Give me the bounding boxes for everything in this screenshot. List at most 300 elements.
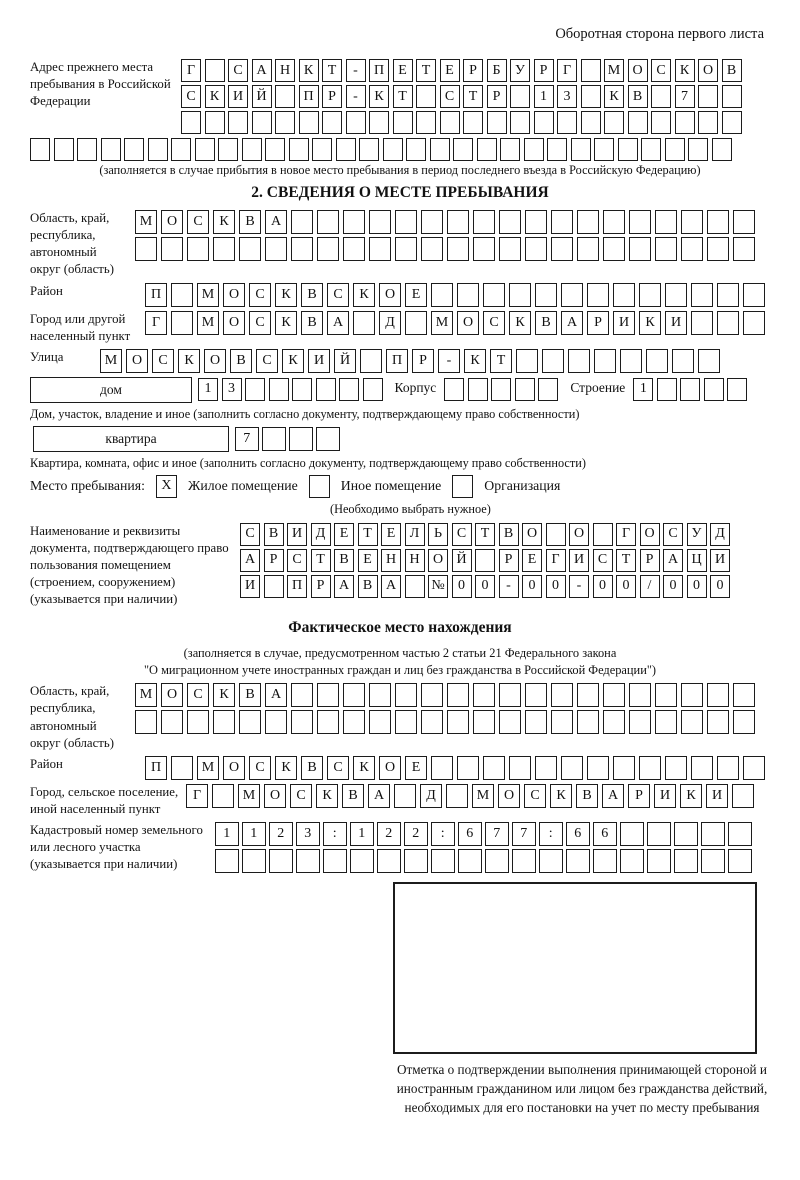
char-box	[603, 710, 625, 734]
char-box	[733, 710, 755, 734]
char-box: В	[535, 311, 557, 335]
char-box: Н	[275, 59, 295, 82]
char-box	[289, 138, 309, 161]
actual-district-block	[30, 756, 770, 780]
char-box: Т	[322, 59, 342, 82]
char-box: -	[569, 575, 589, 598]
char-box	[181, 111, 201, 134]
char-box	[316, 378, 336, 401]
char-box	[657, 378, 677, 401]
cadastre-row-1	[215, 822, 752, 846]
region-label: Область, край, республика, автономный округ (область)	[30, 211, 114, 277]
char-box	[629, 710, 651, 734]
char-box	[538, 378, 558, 401]
char-box: 7	[512, 822, 536, 846]
char-box	[603, 237, 625, 261]
char-box: О	[379, 756, 401, 780]
char-box	[701, 822, 725, 846]
char-box: Й	[452, 549, 472, 572]
region-row-2	[135, 237, 755, 261]
char-box	[213, 237, 235, 261]
char-box: В	[576, 784, 598, 808]
char-box	[547, 138, 567, 161]
char-box	[525, 710, 547, 734]
char-box	[561, 756, 583, 780]
char-box	[264, 575, 284, 598]
char-box	[701, 849, 725, 873]
confirmation-stamp-box	[393, 882, 757, 1054]
char-box	[717, 283, 739, 307]
char-box	[594, 349, 616, 373]
char-box	[431, 849, 455, 873]
char-box	[733, 683, 755, 707]
char-box: О	[379, 283, 401, 307]
stay-type-row	[30, 475, 770, 498]
char-box	[350, 849, 374, 873]
char-box: К	[550, 784, 572, 808]
char-box	[135, 710, 157, 734]
char-box: :	[539, 822, 563, 846]
char-box	[593, 523, 613, 546]
char-box	[542, 349, 564, 373]
char-box: О	[498, 784, 520, 808]
actual-region-block	[30, 683, 770, 752]
stroenie-cells	[633, 378, 747, 401]
char-box: 6	[566, 822, 590, 846]
char-box	[655, 237, 677, 261]
char-box	[363, 378, 383, 401]
city-row	[145, 311, 765, 335]
prev-address-row-1	[181, 59, 742, 82]
char-box	[212, 784, 234, 808]
char-box	[299, 111, 319, 134]
prev-address-label: Адрес прежнего места пребывания в Российской Федерации	[30, 60, 171, 109]
char-box: Г	[186, 784, 208, 808]
char-box: С	[327, 283, 349, 307]
char-box	[620, 849, 644, 873]
stay-option-other-label: Иное помещение	[340, 478, 442, 494]
char-box	[416, 111, 436, 134]
char-box	[343, 210, 365, 234]
char-box	[395, 237, 417, 261]
char-box: О	[223, 311, 245, 335]
char-box	[516, 349, 538, 373]
char-box: А	[602, 784, 624, 808]
char-box: 7	[235, 427, 259, 451]
char-box	[743, 311, 765, 335]
char-box	[353, 311, 375, 335]
char-box	[205, 111, 225, 134]
char-box	[171, 756, 193, 780]
char-box: К	[205, 85, 225, 108]
house-note: Дом, участок, владение и иное (заполнить согласно документу, подтверждающему право собственности)	[30, 406, 580, 421]
char-box	[688, 138, 708, 161]
char-box	[239, 710, 261, 734]
char-box: Т	[416, 59, 436, 82]
char-box	[161, 237, 183, 261]
char-box: С	[290, 784, 312, 808]
char-box: Р	[311, 575, 331, 598]
char-box	[651, 111, 671, 134]
char-box	[395, 710, 417, 734]
char-box	[395, 210, 417, 234]
char-box: 1	[534, 85, 554, 108]
char-box: А	[663, 549, 683, 572]
char-box	[675, 111, 695, 134]
char-box	[265, 710, 287, 734]
char-box	[577, 710, 599, 734]
char-box	[566, 849, 590, 873]
char-box	[359, 138, 379, 161]
char-box: Г	[557, 59, 577, 82]
char-box	[453, 138, 473, 161]
char-box	[343, 237, 365, 261]
char-box	[551, 237, 573, 261]
char-box	[535, 756, 557, 780]
char-box	[483, 756, 505, 780]
char-box	[665, 756, 687, 780]
document-label: Наименование и реквизиты документа, подтверждающего право пользования помещением (строением, сооружением) (указывается при наличии)	[30, 523, 229, 607]
char-box: Е	[358, 549, 378, 572]
char-box	[473, 237, 495, 261]
char-box	[491, 378, 511, 401]
char-box: И	[240, 575, 260, 598]
char-box: Е	[393, 59, 413, 82]
char-box	[568, 349, 590, 373]
char-box: 1	[215, 822, 239, 846]
korpus-cells	[444, 378, 558, 401]
char-box	[707, 210, 729, 234]
char-box: -	[346, 85, 366, 108]
char-box: 0	[522, 575, 542, 598]
char-box	[416, 85, 436, 108]
house-box-label: дом	[30, 377, 192, 403]
char-box	[546, 523, 566, 546]
house-number-cells	[198, 378, 383, 401]
char-box	[339, 378, 359, 401]
char-box	[406, 138, 426, 161]
apartment-box-label: квартира	[33, 426, 229, 452]
char-box	[665, 138, 685, 161]
char-box: У	[510, 59, 530, 82]
char-box	[647, 822, 671, 846]
stay-type-note: (Необходимо выбрать нужное)	[330, 501, 491, 516]
char-box: А	[334, 575, 354, 598]
char-box	[405, 311, 427, 335]
char-box	[291, 237, 313, 261]
char-box: О	[161, 683, 183, 707]
char-box: 6	[593, 822, 617, 846]
char-box	[239, 237, 261, 261]
char-box: К	[680, 784, 702, 808]
char-box	[691, 311, 713, 335]
checkbox-residential[interactable]: X	[156, 475, 177, 498]
char-box	[499, 710, 521, 734]
char-box	[30, 138, 50, 161]
char-box	[733, 210, 755, 234]
char-box	[292, 378, 312, 401]
char-box	[707, 683, 729, 707]
char-box: Е	[405, 283, 427, 307]
char-box	[647, 849, 671, 873]
char-box	[620, 349, 642, 373]
char-box	[447, 683, 469, 707]
char-box: Т	[393, 85, 413, 108]
page-side-label: Оборотная сторона первого листа	[555, 26, 764, 42]
char-box: С	[452, 523, 472, 546]
prev-address-row-4	[30, 138, 770, 161]
char-box	[603, 683, 625, 707]
char-box: М	[431, 311, 453, 335]
actual-region-label: Область, край, республика, автономный округ (область)	[30, 684, 114, 750]
char-box	[691, 756, 713, 780]
char-box	[593, 849, 617, 873]
char-box: Д	[379, 311, 401, 335]
char-box	[205, 59, 225, 82]
char-box: Ц	[687, 549, 707, 572]
char-box: Р	[322, 85, 342, 108]
char-box: К	[464, 349, 486, 373]
char-box: Р	[487, 85, 507, 108]
char-box: В	[239, 210, 261, 234]
char-box	[228, 111, 248, 134]
char-box: М	[604, 59, 624, 82]
char-box: 1	[242, 822, 266, 846]
char-box	[743, 283, 765, 307]
char-box: О	[428, 549, 448, 572]
char-box	[383, 138, 403, 161]
char-box	[265, 138, 285, 161]
actual-location-title: Фактическое место нахождения	[288, 618, 512, 636]
char-box: О	[126, 349, 148, 373]
char-box: К	[604, 85, 624, 108]
cadastre-row-2	[215, 849, 752, 873]
city-block	[30, 311, 770, 345]
char-box	[473, 210, 495, 234]
char-box: /	[640, 575, 660, 598]
char-box	[681, 710, 703, 734]
char-box	[485, 849, 509, 873]
actual-city-block	[30, 784, 770, 818]
char-box: В	[342, 784, 364, 808]
char-box: К	[299, 59, 319, 82]
char-box	[557, 111, 577, 134]
char-box: :	[431, 822, 455, 846]
char-box: А	[561, 311, 583, 335]
char-box	[698, 349, 720, 373]
char-box	[171, 283, 193, 307]
char-box	[447, 710, 469, 734]
char-box: У	[687, 523, 707, 546]
char-box: С	[181, 85, 201, 108]
char-box	[509, 756, 531, 780]
char-box	[655, 210, 677, 234]
char-box	[483, 283, 505, 307]
char-box: В	[239, 683, 261, 707]
char-box: О	[204, 349, 226, 373]
char-box: М	[197, 756, 219, 780]
char-box: М	[472, 784, 494, 808]
apartment-note: Квартира, комната, офис и иное (заполнить согласно документу, подтверждающему право собственности)	[30, 455, 586, 470]
document-row-3	[240, 575, 730, 598]
house-row	[30, 377, 770, 403]
char-box	[252, 111, 272, 134]
char-box: В	[358, 575, 378, 598]
char-box	[722, 111, 742, 134]
char-box	[672, 349, 694, 373]
checkbox-organization[interactable]	[452, 475, 473, 498]
char-box: Е	[334, 523, 354, 546]
char-box: 0	[452, 575, 472, 598]
char-box	[296, 849, 320, 873]
actual-location-note-line1: (заполняется в случае, предусмотренном частью 2 статьи 21 Федерального закона	[183, 645, 617, 660]
korpus-label: Корпус	[394, 379, 437, 395]
char-box	[215, 849, 239, 873]
char-box: П	[369, 59, 389, 82]
char-box: Р	[640, 549, 660, 572]
char-box	[628, 111, 648, 134]
actual-region-row-2	[135, 710, 755, 734]
char-box: Р	[587, 311, 609, 335]
char-box	[717, 311, 739, 335]
char-box: Т	[475, 523, 495, 546]
char-box: 7	[485, 822, 509, 846]
char-box	[360, 349, 382, 373]
char-box	[317, 237, 339, 261]
char-box: К	[353, 756, 375, 780]
char-box	[691, 283, 713, 307]
char-box	[512, 849, 536, 873]
char-box	[316, 427, 340, 451]
char-box: 3	[296, 822, 320, 846]
char-box	[291, 683, 313, 707]
char-box: Р	[463, 59, 483, 82]
char-box: О	[522, 523, 542, 546]
char-box: О	[628, 59, 648, 82]
char-box	[446, 784, 468, 808]
char-box	[577, 210, 599, 234]
checkbox-other-premises[interactable]	[309, 475, 330, 498]
char-box: К	[639, 311, 661, 335]
char-box: Ь	[428, 523, 448, 546]
char-box: В	[722, 59, 742, 82]
char-box	[722, 85, 742, 108]
char-box	[421, 237, 443, 261]
stamp-caption: Отметка о подтверждении выполнения принимающей стороной и иностранным гражданином или лицом без гражданства действий, необходимых для его постановки на учет по месту пребывания	[396, 1061, 768, 1115]
char-box: А	[252, 59, 272, 82]
char-box: К	[353, 283, 375, 307]
char-box	[509, 283, 531, 307]
char-box: 7	[675, 85, 695, 108]
actual-location-note-line2: "О миграционном учете иностранных граждан и лиц без гражданства в Российской Федерации")	[143, 662, 657, 677]
prev-address-row-2	[181, 85, 742, 108]
char-box	[447, 210, 469, 234]
char-box: О	[569, 523, 589, 546]
char-box: И	[665, 311, 687, 335]
char-box: Б	[487, 59, 507, 82]
char-box	[577, 237, 599, 261]
char-box	[421, 210, 443, 234]
char-box: И	[654, 784, 676, 808]
char-box	[245, 378, 265, 401]
char-box	[641, 138, 661, 161]
char-box	[54, 138, 74, 161]
char-box: К	[675, 59, 695, 82]
char-box	[743, 756, 765, 780]
street-block	[30, 349, 770, 373]
section2-title: 2. СВЕДЕНИЯ О МЕСТЕ ПРЕБЫВАНИЯ	[251, 184, 549, 201]
stay-option-residential-label: Жилое помещение	[187, 478, 298, 494]
char-box: И	[308, 349, 330, 373]
char-box	[674, 849, 698, 873]
char-box: К	[509, 311, 531, 335]
actual-region-row-1	[135, 683, 755, 707]
char-box	[394, 784, 416, 808]
char-box: 0	[687, 575, 707, 598]
char-box: О	[223, 283, 245, 307]
char-box	[421, 683, 443, 707]
char-box	[525, 683, 547, 707]
char-box	[655, 683, 677, 707]
char-box	[551, 710, 573, 734]
district-row	[145, 283, 765, 307]
char-box: 3	[222, 378, 242, 401]
char-box	[639, 283, 661, 307]
char-box: Т	[616, 549, 636, 572]
char-box: 0	[616, 575, 636, 598]
char-box	[561, 283, 583, 307]
char-box: Н	[381, 549, 401, 572]
char-box: Д	[710, 523, 730, 546]
char-box: О	[223, 756, 245, 780]
char-box	[581, 85, 601, 108]
char-box: И	[228, 85, 248, 108]
char-box	[535, 283, 557, 307]
cadastre-block	[30, 822, 770, 873]
char-box	[317, 710, 339, 734]
char-box	[733, 237, 755, 261]
char-box: Й	[252, 85, 272, 108]
char-box: 2	[404, 822, 428, 846]
char-box: М	[135, 210, 157, 234]
actual-city-label: Город, сельское поселение, иной населенный пункт	[30, 784, 179, 816]
char-box: О	[161, 210, 183, 234]
char-box	[727, 378, 747, 401]
char-box: 1	[198, 378, 218, 401]
char-box	[457, 283, 479, 307]
char-box	[525, 237, 547, 261]
char-box	[587, 756, 609, 780]
char-box	[447, 237, 469, 261]
district-block	[30, 283, 770, 307]
char-box	[629, 210, 651, 234]
char-box	[187, 237, 209, 261]
char-box	[594, 138, 614, 161]
prev-address-row-3	[181, 111, 742, 134]
char-box	[499, 683, 521, 707]
char-box	[571, 138, 591, 161]
char-box: Е	[522, 549, 542, 572]
char-box	[195, 138, 215, 161]
char-box: К	[213, 683, 235, 707]
char-box	[510, 111, 530, 134]
char-box: С	[249, 311, 271, 335]
char-box	[577, 683, 599, 707]
char-box: С	[524, 784, 546, 808]
char-box	[704, 378, 724, 401]
document-row-2	[240, 549, 730, 572]
char-box	[431, 756, 453, 780]
